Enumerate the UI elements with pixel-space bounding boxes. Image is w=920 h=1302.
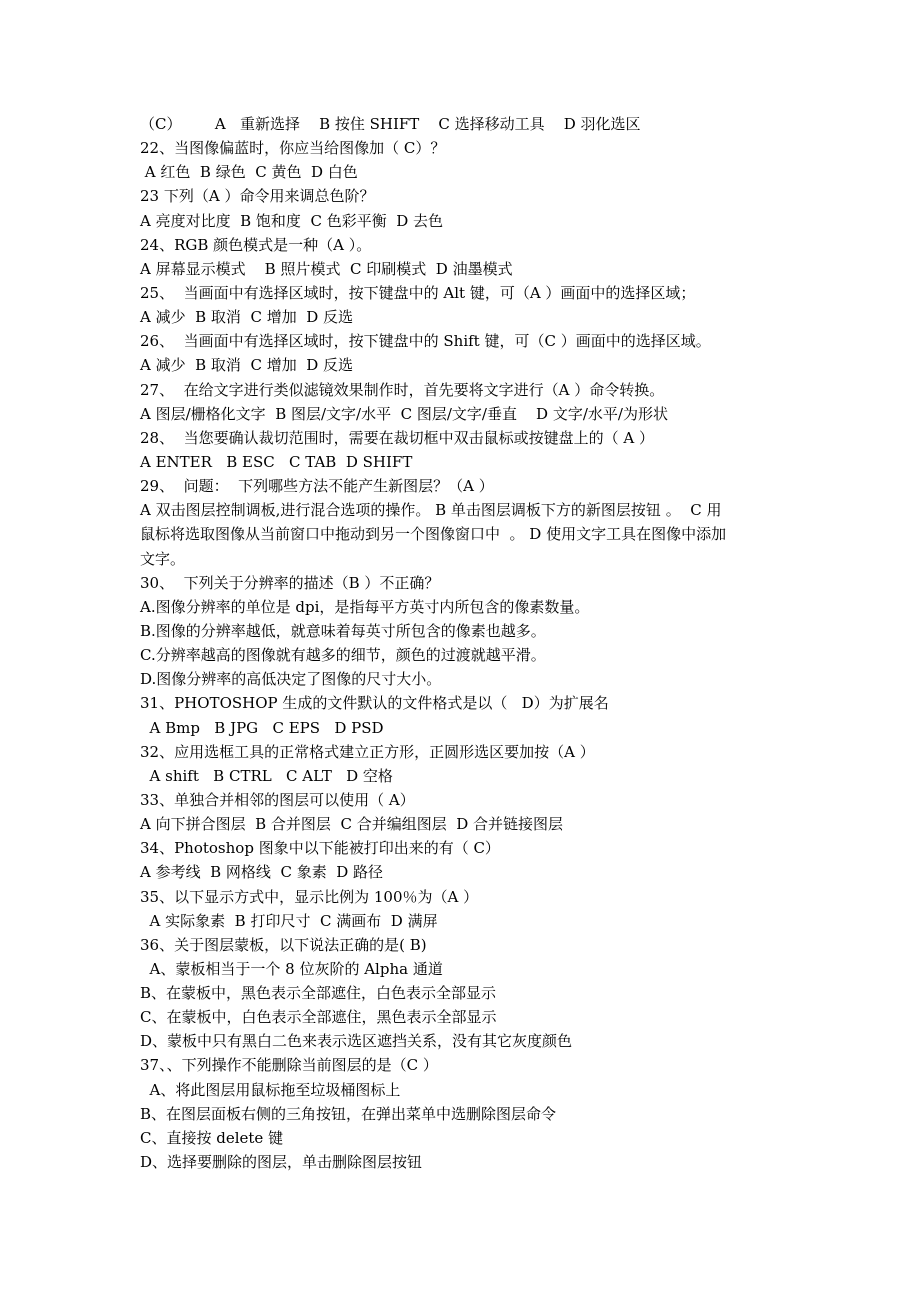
text-line: 36、关于图层蒙板，以下说法正确的是( B) (140, 935, 427, 954)
text-line: D、蒙板中只有黑白二色来表示选区遮挡关系，没有其它灰度颜色 (140, 1032, 573, 1051)
text-line: 30、 下列关于分辨率的描述（B ）不正确？ (140, 573, 440, 592)
text-line: 23 下列（A ）命令用来调总色阶？ (140, 187, 375, 206)
text-line: A ENTER B ESC C TAB D SHIFT (140, 452, 413, 471)
text-line: （C） A 重新选择 B 按住 SHIFT C 选择移动工具 D 羽化选区 (140, 115, 641, 133)
text-line: D.图像分辨率的高低决定了图像的尺寸大小。 (140, 670, 442, 689)
text-line: A 图层/栅格化文字 B 图层/文字/水平 C 图层/文字/垂直 D 文字/水平/为形状 (140, 404, 668, 423)
text-line: 25、 当画面中有选择区域时，按下键盘中的 Alt 键，可（A ）画面中的选择区域； (140, 283, 696, 302)
text-line: 35、以下显示方式中，显示比例为 100％为（A ） (140, 887, 479, 906)
text-line: A、蒙板相当于一个 8 位灰阶的 Alpha 通道 (140, 959, 443, 978)
text-line: A 红色 B 绿色 C 黄色 D 白色 (140, 163, 358, 182)
text-line: 33、单独合并相邻的图层可以使用（ A） (140, 790, 415, 809)
text-line: A 向下拼合图层 B 合并图层 C 合并编组图层 D 合并链接图层 (140, 815, 564, 834)
question-list (140, 112, 790, 1174)
text-line: D、选择要删除的图层，单击删除图层按钮 (140, 1153, 423, 1172)
text-line: A Bmp B JPG C EPS D PSD (140, 718, 384, 737)
text-line: A 双击图层控制调板,进行混合选项的操作。 B 单击图层调板下方的新图层按钮 。 C 用 (140, 501, 722, 520)
text-line: B、在图层面板右侧的三角按钮，在弹出菜单中选删除图层命令 (140, 1104, 557, 1123)
text-line: A 减少 B 取消 C 增加 D 反选 (140, 308, 354, 327)
text-line: 27、 在给文字进行类似滤镜效果制作时，首先要将文字进行（A ）命令转换。 (140, 380, 665, 399)
text-line: B.图像的分辨率越低，就意味着每英寸所包含的像素也越多。 (140, 621, 546, 640)
text-line: A 参考线 B 网格线 C 象素 D 路径 (140, 863, 384, 882)
text-line: 34、Photoshop 图象中以下能被打印出来的有（ C） (140, 839, 500, 858)
text-line: 24、RGB 颜色模式是一种（A ）。 (140, 235, 372, 254)
text-line: A shift B CTRL C ALT D 空格 (140, 766, 393, 785)
text-line: 22、当图像偏蓝时，你应当给图像加（ C）？ (140, 139, 446, 158)
text-line: A、将此图层用鼠标拖至垃圾桶图标上 (140, 1080, 401, 1099)
text-line: 32、应用选框工具的正常格式建立正方形，正圆形选区要加按（A ） (140, 742, 595, 761)
text-line: 文字。 (140, 549, 186, 568)
text-line: A 实际象素 B 打印尺寸 C 满画布 D 满屏 (140, 911, 438, 930)
text-line: C、直接按 delete 键 (140, 1128, 284, 1147)
text-line: 28、 当您要确认裁切范围时，需要在裁切框中双击鼠标或按键盘上的（ A ） (140, 428, 654, 447)
text-line: A 亮度对比度 B 饱和度 C 色彩平衡 D 去色 (140, 211, 444, 230)
text-line: 37、、下列操作不能删除当前图层的是（C ） (140, 1056, 438, 1075)
text-line: A.图像分辨率的单位是 dpi，是指每平方英寸内所包含的像素数量。 (140, 597, 590, 616)
text-line: 鼠标将选取图像从当前窗口中拖动到另一个图像窗口中 。 D 使用文字工具在图像中添加 (140, 525, 727, 544)
text-line: 29、 问题： 下列哪些方法不能产生新图层？（A ） (140, 477, 494, 496)
text-line: 31、PHOTOSHOP 生成的文件默认的文件格式是以（ D）为扩展名 (140, 694, 609, 713)
text-line: A 减少 B 取消 C 增加 D 反选 (140, 356, 354, 375)
text-line: 26、 当画面中有选择区域时，按下键盘中的 Shift 键，可（C ）画面中的选择区域。 (140, 332, 711, 351)
text-line: A 屏幕显示模式 B 照片模式 C 印刷模式 D 油墨模式 (140, 259, 513, 278)
text-line: C、在蒙板中，白色表示全部遮住，黑色表示全部显示 (140, 1008, 497, 1027)
text-line: C.分辨率越高的图像就有越多的细节，颜色的过渡就越平滑。 (140, 646, 546, 665)
text-line: B、在蒙板中，黑色表示全部遮住，白色表示全部显示 (140, 984, 497, 1003)
